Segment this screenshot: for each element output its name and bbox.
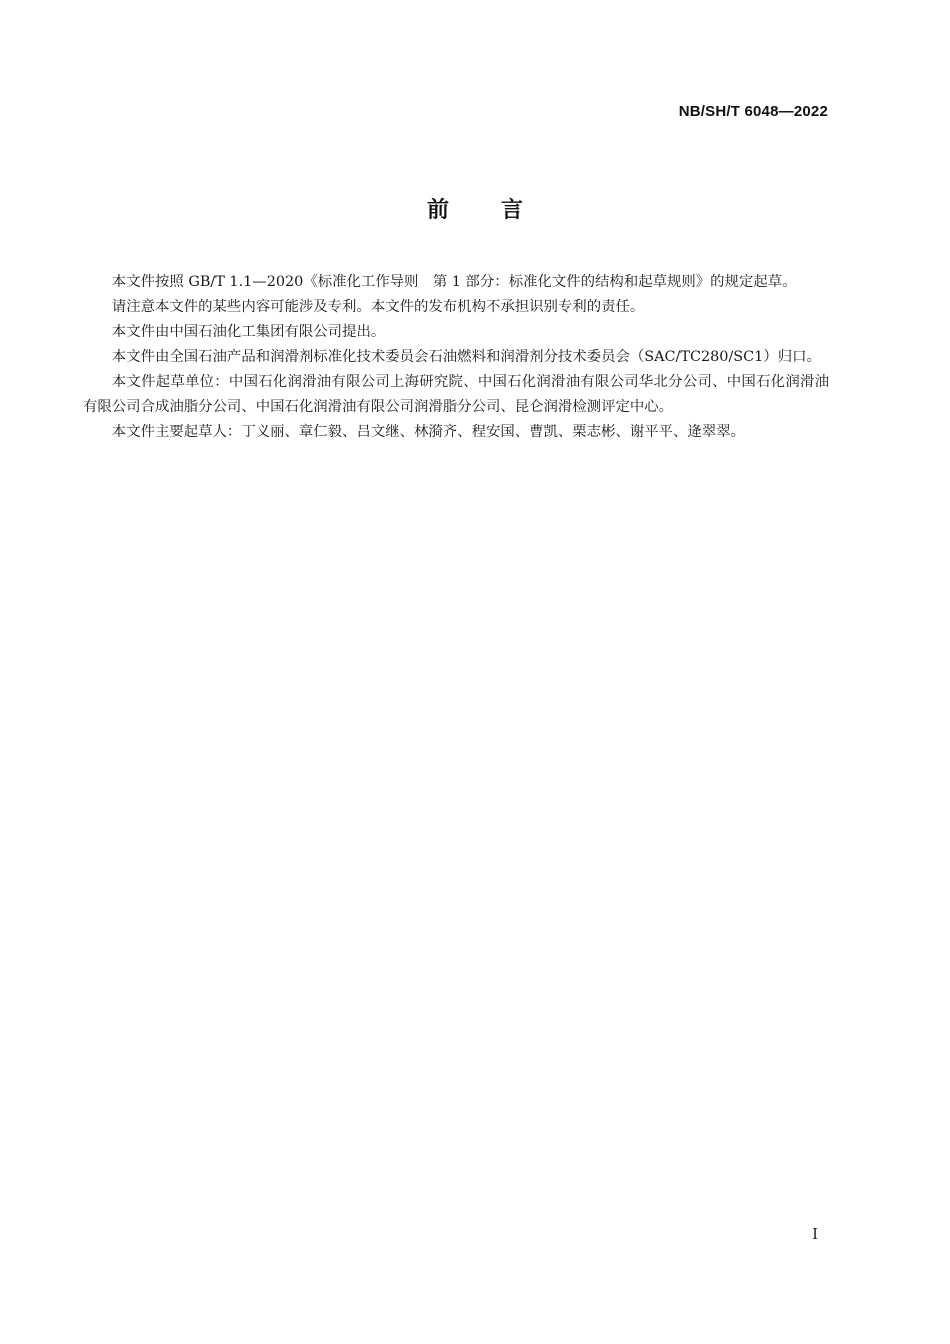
document-code: NB/SH/T 6048—2022 [678,103,828,120]
paragraph-drafting-rules: 本文件按照 GB/T 1.1—2020《标准化工作导则 第 1 部分：标准化文件的结构和起草规则》的规定起草。 [111,274,797,290]
foreword-body [83,270,829,445]
paragraph-patent-notice: 请注意本文件的某些内容可能涉及专利。本文件的发布机构不承担识别专利的责任。 [111,299,645,315]
paragraph-drafters: 本文件主要起草人：丁义丽、章仁毅、吕文继、林漪齐、程安国、曹凯、栗志彬、谢平平、逄翠翠。 [111,424,745,440]
paragraph-proposer: 本文件由中国石油化工集团有限公司提出。 [111,324,386,340]
page-number: I [812,1225,818,1243]
page-title: 前言 [426,198,575,223]
paragraph-committee: 本文件由全国石油产品和润滑剂标准化技术委员会石油燃料和润滑剂分技术委员会（SAC/TC280/SC1）归口。 [111,349,821,365]
paragraph-drafting-units: 本文件起草单位：中国石化润滑油有限公司上海研究院、中国石化润滑油有限公司华北分公司、中国石化润滑油有限公司合成油脂分公司、中国石化润滑油有限公司润滑脂分公司、昆仑润滑检测评定中心。 [83,374,829,415]
